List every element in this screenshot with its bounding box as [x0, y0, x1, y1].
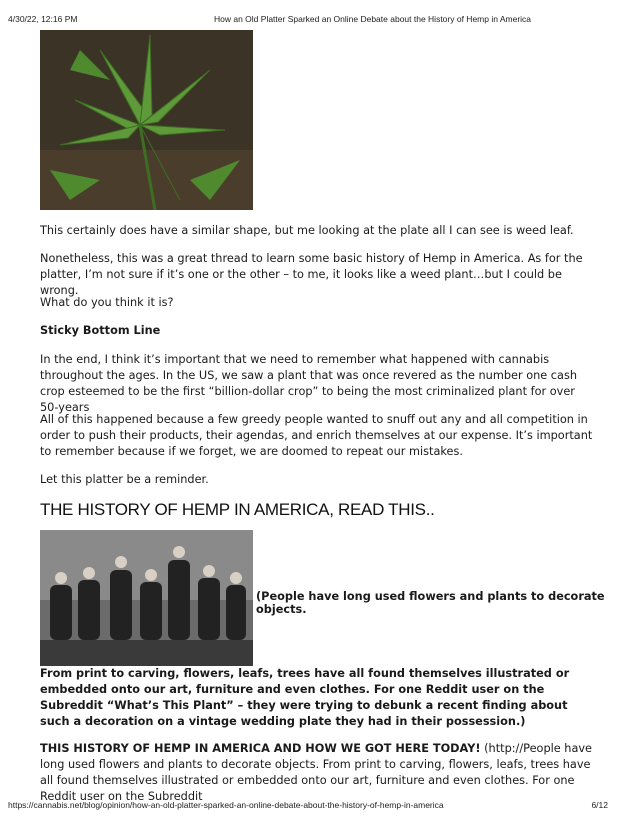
print-url: https://cannabis.net/blog/opinion/how-an-old-platter-sparked-an-online-debate-about-the-history-of-hemp-in-america [8, 800, 444, 810]
caption-continued: From print to carving, flowers, leafs, trees have all found themselves illustrated or embedded onto our art, furniture and even clothes. For one Reddit user on the Subreddit “What’s This Plant” – they were trying to debunk a recent finding about such a decoration on a vintage wedding plate they had in their possession.) [40, 667, 570, 728]
print-title: How an Old Platter Sparked an Online Debate about the History of Hemp in America [214, 14, 532, 24]
image-caption: (People have long used flowers and plants to decorate objects. [256, 590, 605, 616]
cannabis-leaf-photo [40, 30, 253, 210]
paragraph-1: This certainly does have a similar shape, but me looking at the plate all I can see is weed leaf. [40, 224, 574, 237]
paragraph-3: What do you think it is? [40, 296, 174, 309]
paragraph-4: In the end, I think it’s important that we need to remember what happened with cannabis throughout the ages. In the US, we saw a plant that was once revered as the number one cash crop esteemed to be the first “billion-dollar crop” to being the most criminalized plant for over 50-years [40, 353, 577, 414]
paragraph-6: Let this platter be a reminder. [40, 473, 209, 486]
print-datetime: 4/30/22, 12:16 PM [8, 14, 78, 24]
section-title: THE HISTORY OF HEMP IN AMERICA, READ THIS.. [40, 500, 435, 519]
final-paragraph [40, 741, 596, 805]
sticky-bottom-line-heading: Sticky Bottom Line [40, 324, 161, 337]
final-paragraph-rest: (http://People have long used flowers and plants to decorate objects. From print to carving, flowers, leafs, trees have all found themselves illustrated or embedded onto our art, furniture and even clothes. For one Reddit user on the Subreddit [40, 742, 593, 803]
vintage-group-portrait-photo [40, 530, 253, 666]
final-paragraph-lead: THIS HISTORY OF HEMP IN AMERICA AND HOW WE GOT HERE TODAY! [40, 742, 481, 755]
print-page-number: 6/12 [591, 800, 608, 810]
paragraph-5: All of this happened because a few greedy people wanted to snuff out any and all competition in order to push their products, their agendas, and enrich themselves at our expense. It’s important to remember because if we forget, we are doomed to repeat our mistakes. [40, 413, 593, 458]
paragraph-2: Nonetheless, this was a great thread to learn some basic history of Hemp in America. As for the platter, I’m not sure if it’s one or the other – to me, it looks like a weed plant…but I could be wrong. [40, 252, 583, 297]
